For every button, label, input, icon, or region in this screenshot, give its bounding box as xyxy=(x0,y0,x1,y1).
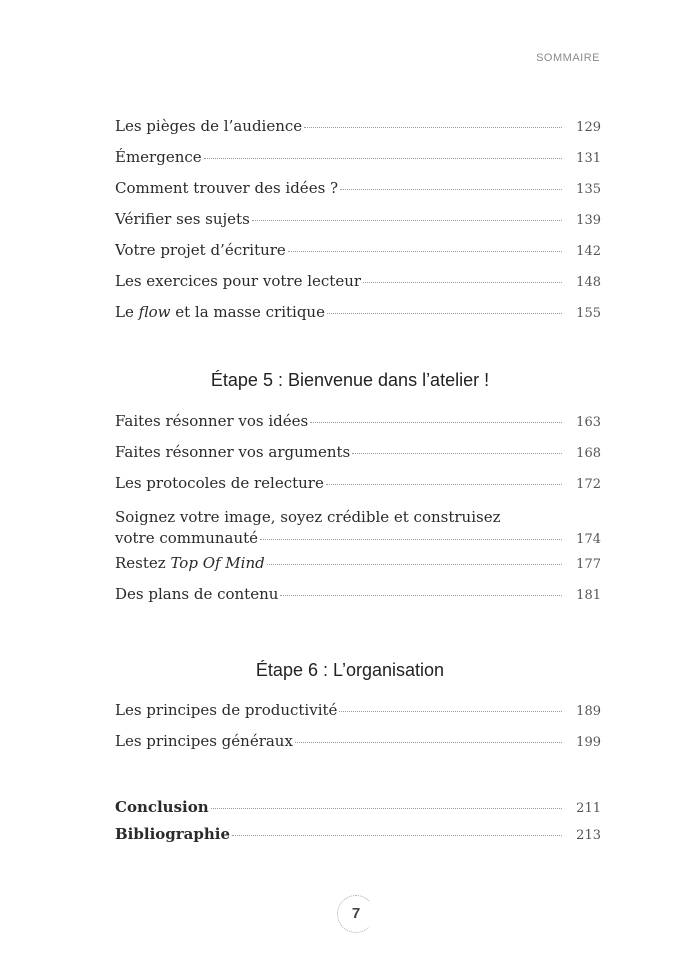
toc-entry-bibliographie[interactable] xyxy=(115,825,601,852)
entry-title: Vérifier ses sujets xyxy=(115,210,250,228)
toc-end-matter xyxy=(115,798,601,852)
title-part: Restez xyxy=(115,554,171,572)
page-number: 7 xyxy=(337,895,375,933)
dot-leader xyxy=(327,313,562,314)
entry-title: Faites résonner vos idées xyxy=(115,412,309,430)
entry-title: Les protocoles de relecture xyxy=(115,474,324,492)
dot-leader xyxy=(352,453,562,454)
entry-page: 142 xyxy=(576,244,601,259)
entry-title: Les exercices pour votre lecteur xyxy=(115,272,362,290)
entry-page: 211 xyxy=(576,801,601,816)
dot-leader xyxy=(340,189,562,190)
dot-leader xyxy=(232,835,562,836)
entry-page: 163 xyxy=(576,415,601,430)
dot-leader xyxy=(339,711,562,712)
toc-group-2 xyxy=(115,412,601,616)
toc-group-1 xyxy=(115,117,601,334)
entry-page: 189 xyxy=(576,704,601,719)
section-heading-etape-6: Étape 6 : L’organisation xyxy=(255,660,445,680)
title-part: et la masse critique xyxy=(170,303,325,321)
entry-title xyxy=(115,303,325,321)
toc-entry[interactable] xyxy=(115,210,601,241)
dot-leader xyxy=(304,127,562,128)
toc-entry[interactable] xyxy=(115,117,601,148)
entry-page: 148 xyxy=(576,275,601,290)
toc-entry[interactable] xyxy=(115,303,601,334)
entry-page: 213 xyxy=(576,828,601,843)
entry-title-line2: votre communauté xyxy=(115,529,259,547)
title-italic: flow xyxy=(138,303,171,321)
entry-title: Émergence xyxy=(115,148,202,166)
entry-title: Les pièges de l’audience xyxy=(115,117,303,135)
dot-leader xyxy=(204,158,563,159)
entry-page: 172 xyxy=(576,477,601,492)
dot-leader xyxy=(267,564,562,565)
dot-leader xyxy=(280,595,562,596)
toc-entry[interactable] xyxy=(115,554,601,585)
entry-title: Comment trouver des idées ? xyxy=(115,179,339,197)
toc-entry[interactable] xyxy=(115,412,601,443)
toc-entry-conclusion[interactable] xyxy=(115,798,601,825)
entry-page: 181 xyxy=(576,588,601,603)
toc-entry[interactable] xyxy=(115,443,601,474)
toc-entry[interactable] xyxy=(115,507,601,550)
entry-page: 199 xyxy=(576,735,601,750)
entry-title: Conclusion xyxy=(115,798,209,816)
toc-entry[interactable] xyxy=(115,474,601,505)
toc-entry[interactable] xyxy=(115,179,601,210)
dot-leader xyxy=(252,220,562,221)
entry-title: Les principes de productivité xyxy=(115,701,338,719)
entry-page: 168 xyxy=(576,446,601,461)
entry-page: 155 xyxy=(576,306,601,321)
entry-title xyxy=(115,554,265,572)
entry-title: Votre projet d’écriture xyxy=(115,241,286,259)
section-heading-etape-5: Étape 5 : Bienvenue dans l’atelier ! xyxy=(210,370,490,390)
dot-leader xyxy=(363,282,562,283)
dot-leader xyxy=(310,422,562,423)
entry-title: Faites résonner vos arguments xyxy=(115,443,351,461)
toc-entry[interactable] xyxy=(115,148,601,179)
entry-page: 135 xyxy=(576,182,601,197)
entry-page: 139 xyxy=(576,213,601,228)
dot-leader xyxy=(295,742,562,743)
entry-page: 131 xyxy=(576,151,601,166)
toc-entry[interactable] xyxy=(115,241,601,272)
entry-title: Les principes généraux xyxy=(115,732,293,750)
entry-title: Bibliographie xyxy=(115,825,231,843)
entry-title-line1: Soignez votre image, soyez crédible et construisez xyxy=(115,508,501,526)
toc-entry[interactable] xyxy=(115,732,601,763)
title-part: Le xyxy=(115,303,139,321)
entry-title: Des plans de contenu xyxy=(115,585,279,603)
toc-entry[interactable] xyxy=(115,272,601,303)
toc-entry[interactable] xyxy=(115,585,601,616)
entry-page: 174 xyxy=(576,532,601,547)
toc-group-3 xyxy=(115,701,601,763)
toc-entry[interactable] xyxy=(115,701,601,732)
entry-page: 129 xyxy=(576,120,601,135)
entry-page: 177 xyxy=(576,557,601,572)
dot-leader xyxy=(326,484,562,485)
title-italic: Top Of Mind xyxy=(170,554,265,572)
dot-leader xyxy=(260,539,562,540)
running-head: SOMMAIRE xyxy=(536,52,600,64)
dot-leader xyxy=(211,808,563,809)
dot-leader xyxy=(288,251,562,252)
